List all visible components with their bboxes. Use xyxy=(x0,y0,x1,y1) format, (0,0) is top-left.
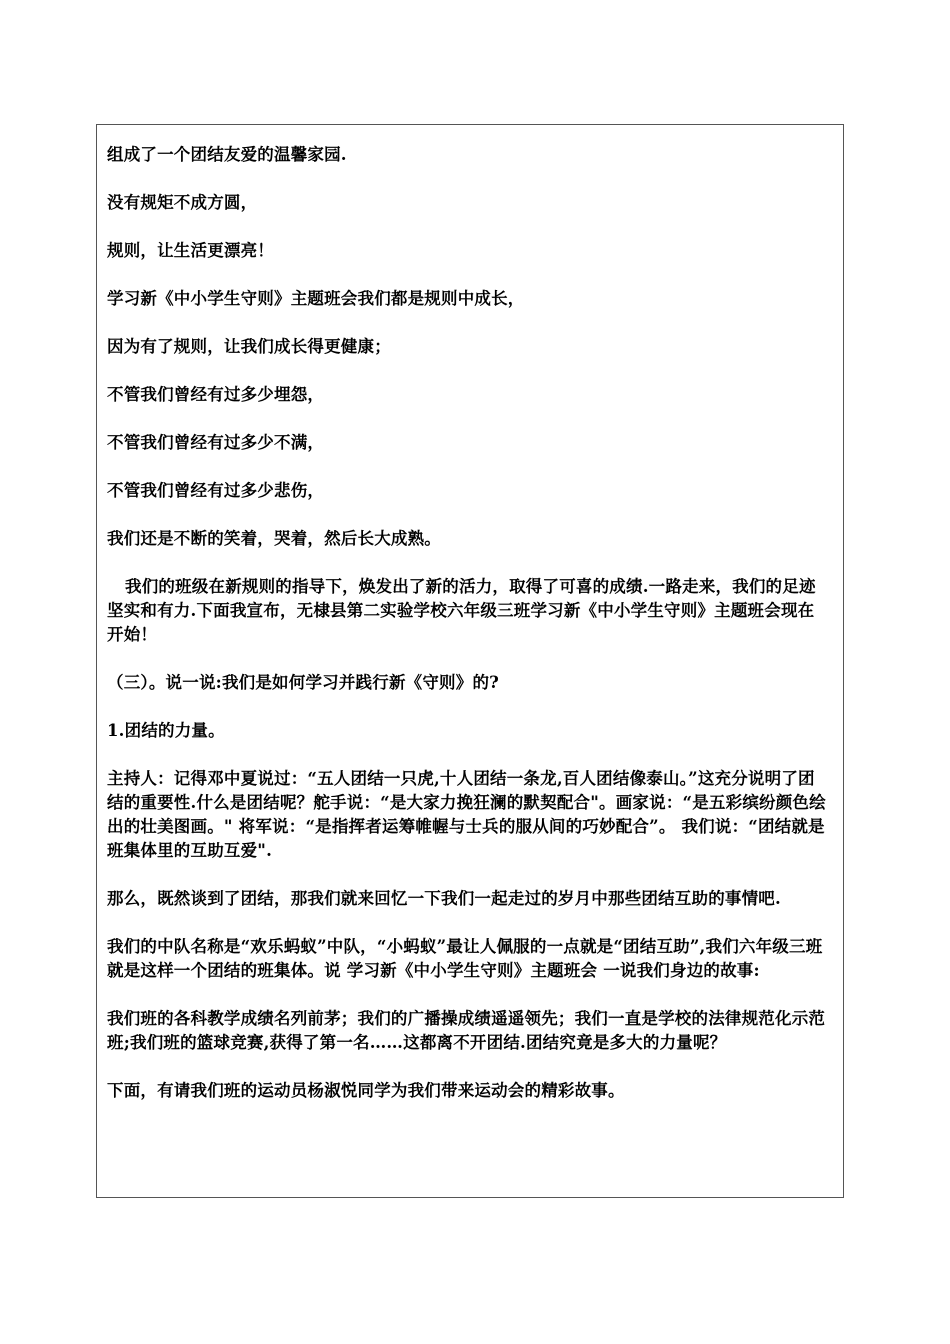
paragraph-3: 规则，让生活更漂亮！ xyxy=(107,241,274,260)
paragraph-5: 因为有了规则，让我们成长得更健康； xyxy=(107,337,391,356)
paragraph-8: 不管我们曾经有过多少悲伤， xyxy=(107,481,325,500)
paragraph-17: 下面，有请我们班的运动员杨淑悦同学为我们带来运动会的精彩故事。 xyxy=(107,1081,625,1100)
paragraph-9: 我们还是不断的笑着，哭着，然后长大成熟。 xyxy=(107,529,441,548)
section-heading: （三）。说一说:我们是如何学习并践行新《守则》的? xyxy=(107,673,500,692)
paragraph-16: 我们班的各科教学成绩名列前茅；我们的广播操成绩遥遥领先；我们一直是学校的法律规范化示范班;我们班的篮球竞赛,获得了第一名……这都离不开团结.团结究竟是多大的力量呢？ xyxy=(107,1009,826,1052)
paragraph-1: 组成了一个团结友爱的温馨家园. xyxy=(107,145,347,164)
paragraph-13: 主持人：记得邓中夏说过：“五人团结一只虎,十人团结一条龙,百人团结像泰山。”这充分说明了团结的重要性.什么是团结呢？舵手说：“是大家力挽狂澜的默契配合"。画家说：“是五彩缤纷颜色绘出的壮美图画。" 将军说：“是指挥者运筹帷幄与士兵的服从间的巧妙配合”。 我们说：“团结就是班集体里的互助互爱". xyxy=(107,769,826,860)
subheading: 1.团结的力量。 xyxy=(107,721,225,740)
paragraph-15: 我们的中队名称是“欢乐蚂蚁”中队，“小蚂蚁”最让人佩服的一点就是“团结互助”,我们六年级三班就是这样一个团结的班集体。说 学习新《中小学生守则》主题班会 一说我们身边的故事: xyxy=(107,937,823,980)
paragraph-10: 我们的班级在新规则的指导下，焕发出了新的活力，取得了可喜的成绩.一路走来，我们的足迹坚实和有力.下面我宣布，无棣县第二实验学校六年级三班学习新《中小学生守则》主题班会现在开始！ xyxy=(107,577,816,644)
paragraph-7: 不管我们曾经有过多少不满， xyxy=(107,433,325,452)
paragraph-4: 学习新《中小学生守则》主题班会我们都是规则中成长， xyxy=(107,289,525,308)
paragraph-6: 不管我们曾经有过多少埋怨， xyxy=(107,385,325,404)
paragraph-2: 没有规矩不成方圆， xyxy=(107,193,258,212)
paragraph-14: 那么，既然谈到了团结，那我们就来回忆一下我们一起走过的岁月中那些团结互助的事情吧. xyxy=(107,889,781,908)
document-frame xyxy=(96,124,844,1198)
